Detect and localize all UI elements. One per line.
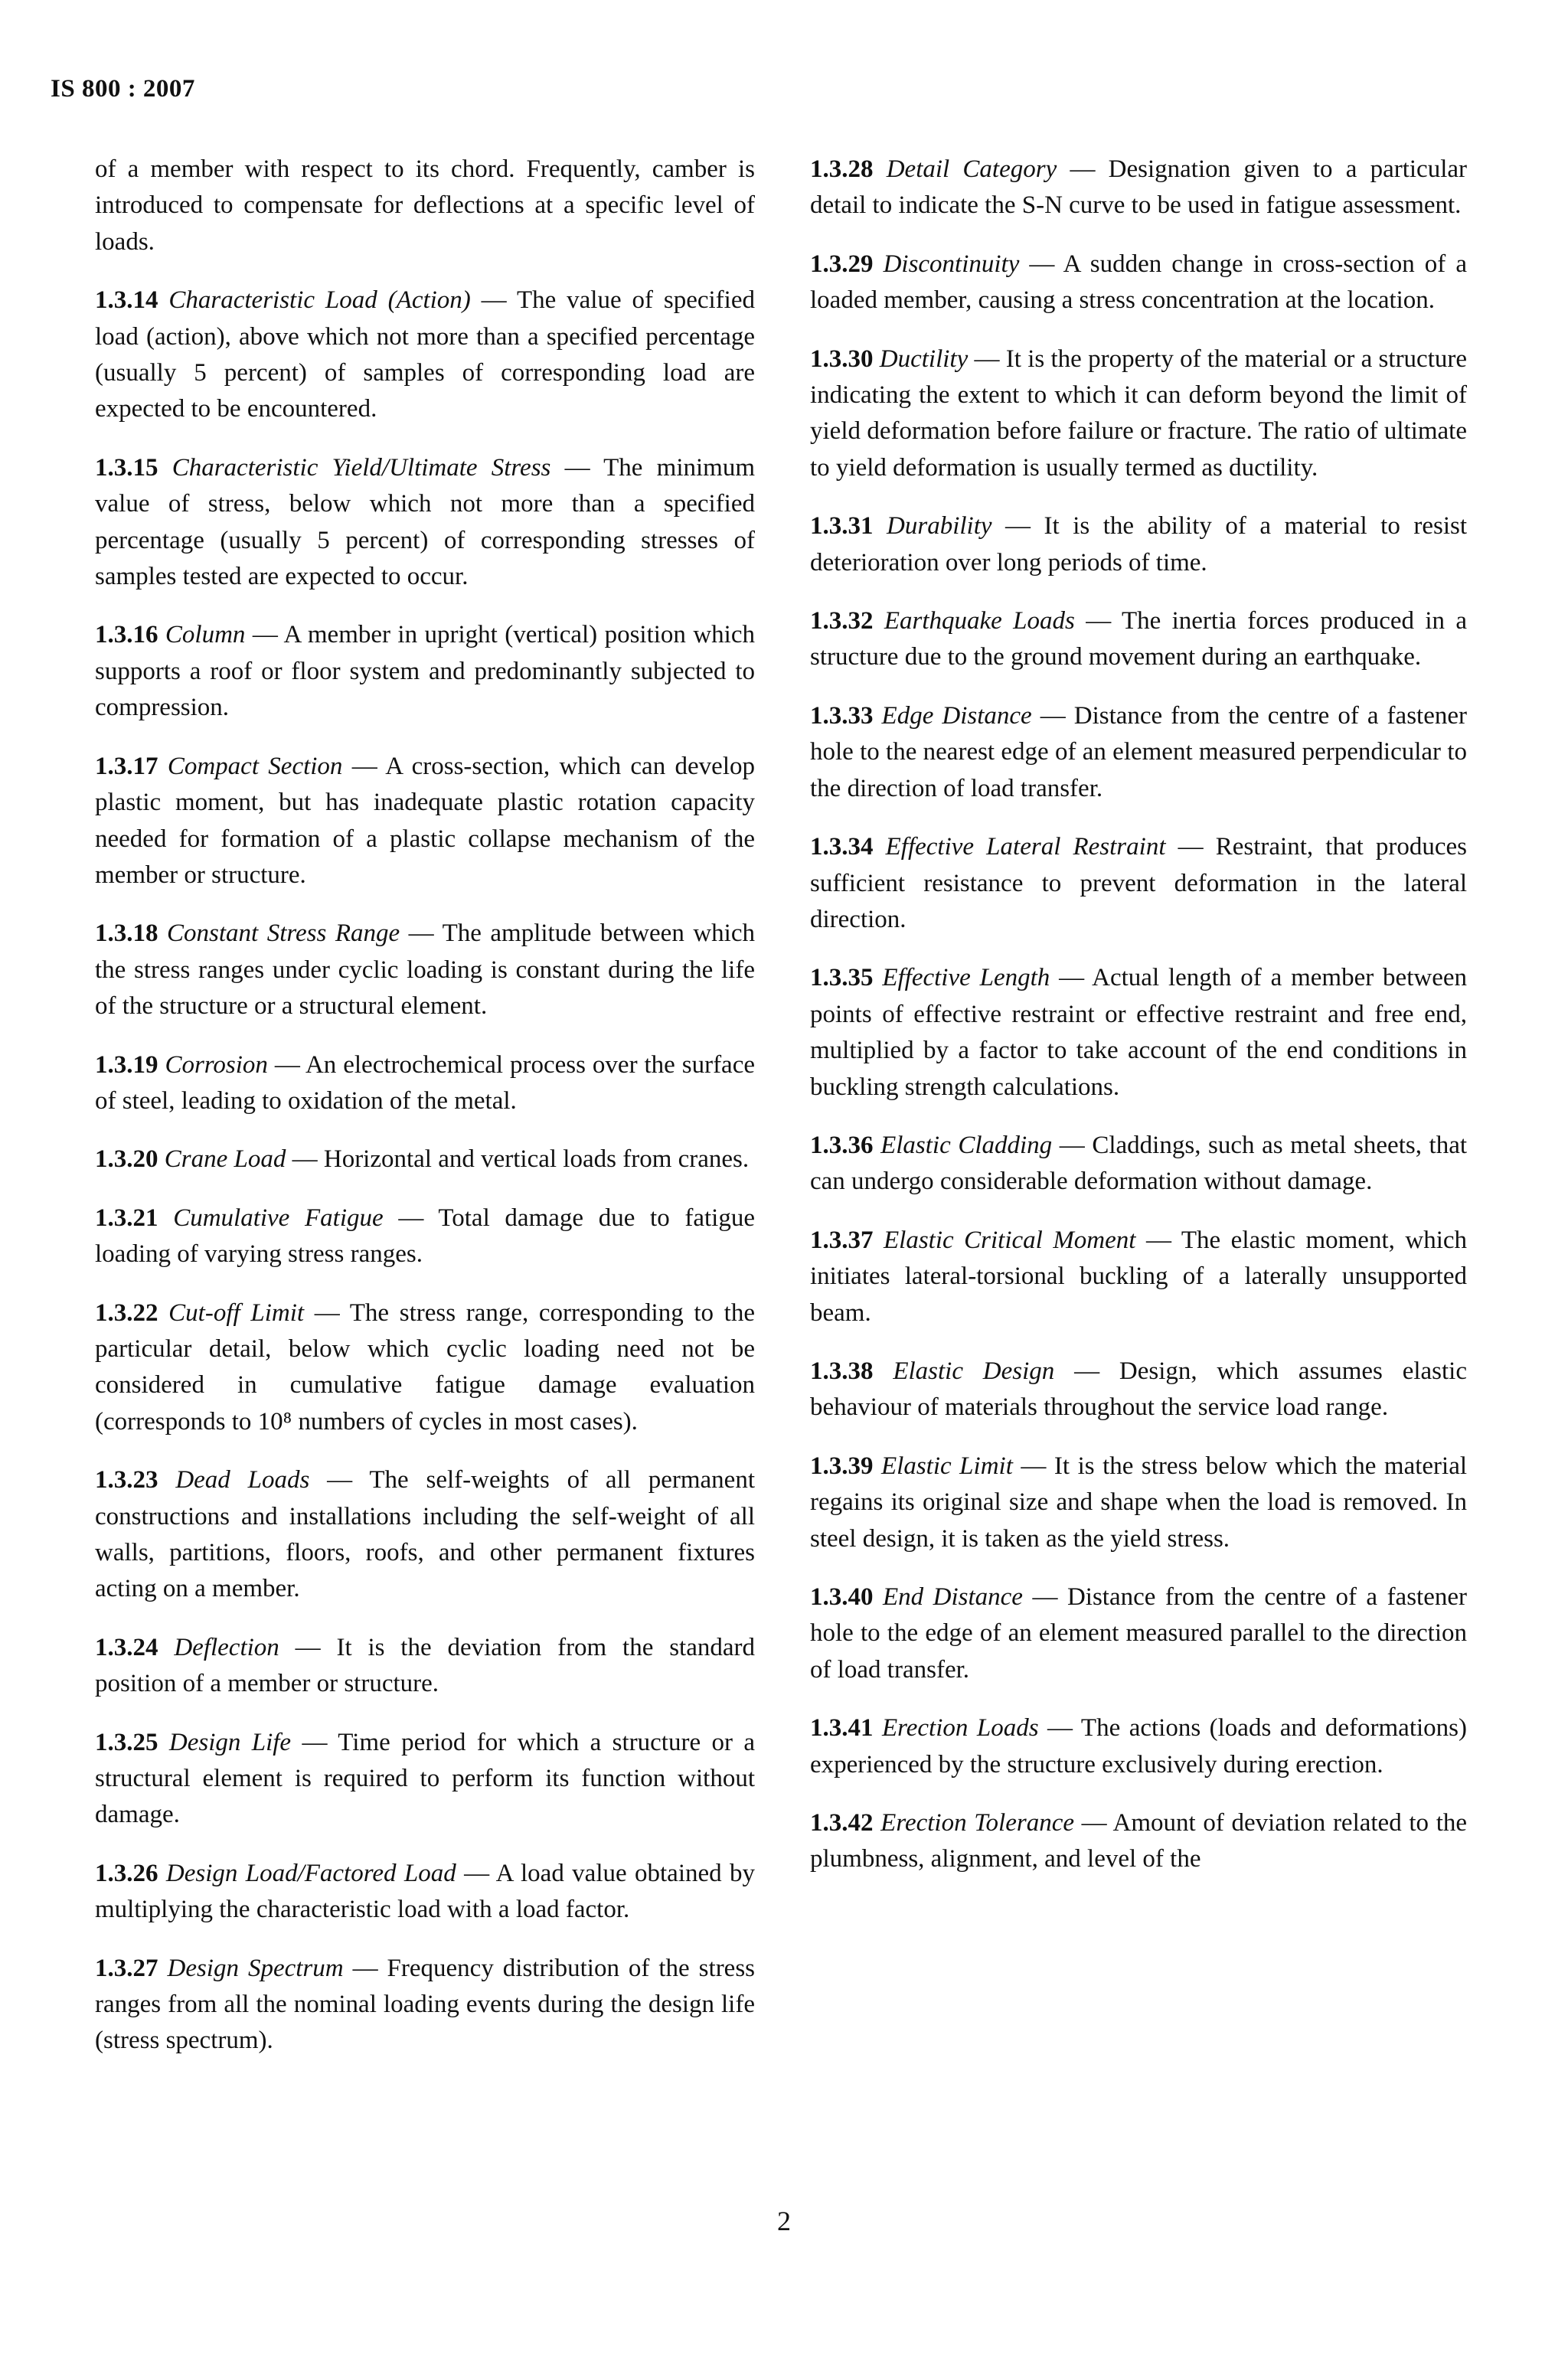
definition-text: of a member with respect to its chord. Frequently, camber is introduced to compensate for deflections at a specific level of loads. (95, 155, 755, 256)
clause-number: 1.3.36 (810, 1131, 874, 1159)
clause-number: 1.3.41 (810, 1714, 874, 1743)
definition-entry (95, 450, 755, 596)
defined-term: Detail Category (886, 155, 1057, 183)
definition-entry (95, 1951, 755, 2059)
definition-text: — Horizontal and vertical loads from cranes. (286, 1145, 750, 1174)
definition-text: — The minimum value of stress, below which not more than a specified percentage (usually 5 percent) of corresponding stresses of samples tested are expected to occur. (95, 453, 755, 591)
defined-term: Constant Stress Range (167, 919, 400, 948)
definition-entry (95, 1047, 755, 1120)
definition-text: — A member in upright (vertical) position which supports a roof or floor system and predominantly subjected to compression. (95, 621, 755, 722)
defined-term: Earthquake Loads (884, 607, 1075, 635)
clause-number: 1.3.18 (95, 919, 158, 948)
definition-entry (810, 1710, 1467, 1783)
definition-entry (810, 1805, 1467, 1878)
left-column (95, 152, 755, 2082)
definition-text: — Design, which assumes elastic behaviour of materials throughout the service load range. (810, 1357, 1467, 1422)
defined-term: Compact Section (167, 752, 343, 780)
definition-text: — Designation given to a particular detail to indicate the S-N curve to be used in fatigue assessment. (810, 155, 1468, 220)
definition-entry (810, 698, 1467, 807)
clause-number: 1.3.19 (95, 1050, 158, 1079)
definition-entry (95, 283, 755, 428)
definition-text: — The amplitude between which the stress ranges under cyclic loading is constant during the life of the structure or a structural element. (95, 919, 755, 1021)
definition-text: — A cross-section, which can develop plastic moment, but has inadequate plastic rotation capacity needed for formation of a plastic collapse mechanism of the member or structure. (95, 752, 755, 889)
defined-term: Corrosion (165, 1050, 268, 1079)
definition-entry (810, 1128, 1467, 1200)
defined-term: Cut-off Limit (168, 1298, 305, 1327)
defined-term: Design Life (168, 1728, 292, 1756)
clause-number: 1.3.38 (810, 1357, 874, 1385)
clause-number: 1.3.20 (95, 1145, 158, 1174)
definition-text: — Distance from the centre of a fastener hole to the edge of an element measured parallel to the direction of load transfer. (810, 1583, 1467, 1684)
definition-text: — A load value obtained by multiplying the characteristic load with a load factor. (95, 1859, 756, 1924)
defined-term: Design Spectrum (167, 1954, 344, 1982)
defined-term: Design Load/Factored Load (165, 1859, 456, 1887)
definition-text: — Frequency distribution of the stress ranges from all the nominal loading events during the design life (stress spectrum). (95, 1954, 756, 2055)
definition-entry (810, 152, 1467, 224)
definition-entry (95, 1630, 755, 1703)
definition-entry (95, 1462, 755, 1608)
definition-text: — A sudden change in cross-section of a loaded member, causing a stress concentration at the location. (810, 250, 1467, 315)
clause-number: 1.3.35 (810, 964, 874, 992)
clause-number: 1.3.16 (95, 621, 158, 649)
clause-number: 1.3.31 (810, 512, 874, 541)
page-number: 2 (777, 2206, 791, 2236)
definition-text: — Distance from the centre of a fastener hole to the nearest edge of an element measured perpendicular to the direction of load transfer. (810, 701, 1467, 802)
definition-entry (810, 603, 1467, 676)
defined-term: Dead Loads (175, 1466, 310, 1494)
definition-entry (95, 617, 755, 726)
defined-term: Elastic Cladding (880, 1131, 1053, 1159)
definition-text: — Amount of deviation related to the plumbness, alignment, and level of the (810, 1809, 1468, 1873)
definition-text: — An electrochemical process over the surface of steel, leading to oxidation of the metal. (95, 1050, 755, 1115)
defined-term: Characteristic Yield/Ultimate Stress (172, 453, 551, 482)
defined-term: Elastic Design (893, 1357, 1055, 1385)
clause-number: 1.3.34 (810, 833, 874, 861)
definition-entry (810, 829, 1467, 938)
defined-term: End Distance (883, 1583, 1023, 1611)
definition-entry (810, 1579, 1467, 1688)
defined-term: Elastic Limit (881, 1452, 1013, 1480)
definition-entry (810, 960, 1467, 1106)
defined-term: Cumulative Fatigue (173, 1204, 384, 1232)
clause-number: 1.3.24 (95, 1633, 158, 1661)
defined-term: Effective Lateral Restraint (885, 833, 1166, 861)
definition-text: — Total damage due to fatigue loading of varying stress ranges. (95, 1204, 755, 1269)
definition-entry (95, 1200, 755, 1273)
clause-number: 1.3.14 (95, 286, 158, 315)
defined-term: Ductility (879, 345, 969, 373)
definition-entry (810, 341, 1467, 487)
definition-entry (95, 152, 755, 260)
definition-text: — Restraint, that produces sufficient resistance to prevent deformation in the lateral direction. (810, 833, 1468, 933)
defined-term: Edge Distance (881, 701, 1032, 730)
definition-entry (810, 1354, 1467, 1426)
definition-entry (95, 1142, 755, 1178)
definition-text: — It is the deviation from the standard position of a member or structure. (95, 1633, 756, 1698)
definition-entry (95, 1295, 755, 1441)
clause-number: 1.3.42 (810, 1809, 874, 1837)
defined-term: Deflection (174, 1633, 279, 1661)
clause-number: 1.3.21 (95, 1204, 158, 1232)
defined-term: Erection Loads (881, 1714, 1039, 1743)
definition-text: — The elastic moment, which initiates lateral-torsional buckling of a laterally unsupported beam. (810, 1226, 1468, 1327)
definition-entry (95, 1856, 755, 1929)
defined-term: Column (165, 621, 246, 649)
clause-number: 1.3.26 (95, 1859, 158, 1887)
definition-text: — The self-weights of all permanent constructions and installations including the self-weight of all walls, partitions, floors, roofs, and other permanent fixtures acting on a member. (95, 1466, 755, 1603)
definition-text: — Actual length of a member between points of effective restraint or effective restraint and free end, multiplied by a factor to take account of the end conditions in buckling strength calculations. (810, 964, 1467, 1101)
definition-text: — It is the property of the material or a structure indicating the extent to which it can deform beyond the limit of yield deformation before failure or fracture. The ratio of ultimate to yield deformation is usually termed as ductility. (810, 345, 1468, 482)
defined-term: Elastic Critical Moment (884, 1226, 1136, 1254)
clause-number: 1.3.25 (95, 1728, 158, 1756)
clause-number: 1.3.32 (810, 607, 874, 635)
definition-entry (95, 749, 755, 894)
definition-text: — The actions (loads and deformations) experienced by the structure exclusively during erection. (810, 1714, 1467, 1778)
definition-text: — It is the stress below which the material regains its original size and shape when the load is removed. In steel design, it is taken as the yield stress. (810, 1452, 1468, 1553)
clause-number: 1.3.40 (810, 1583, 874, 1611)
clause-number: 1.3.15 (95, 453, 158, 482)
definition-text: — Time period for which a structure or a structural element is required to perform its function without damage. (95, 1728, 755, 1829)
document-header: IS 800 : 2007 (51, 75, 195, 103)
clause-number: 1.3.22 (95, 1298, 158, 1327)
definition-entry (810, 1449, 1467, 1557)
clause-number: 1.3.28 (810, 155, 874, 183)
definition-text: — It is the ability of a material to resist deterioration over long periods of time. (810, 512, 1468, 577)
defined-term: Discontinuity (883, 250, 1020, 278)
defined-term: Erection Tolerance (880, 1809, 1075, 1837)
definition-entry (810, 1223, 1467, 1331)
definition-entry (95, 916, 755, 1024)
definition-text: — Claddings, such as metal sheets, that can undergo considerable deformation without damage. (810, 1131, 1468, 1196)
right-column (810, 152, 1467, 1900)
clause-number: 1.3.29 (810, 250, 874, 278)
definition-text: — The value of specified load (action), above which not more than a specified percentage (usually 5 percent) of samples of corresponding load are expected to be encountered. (95, 286, 755, 423)
definition-entry (810, 508, 1467, 581)
definition-text: — The stress range, corresponding to the particular detail, below which cyclic loading need not be considered in cumulative fatigue damage evaluation (corresponds to 10⁸ numbers of cycles in most cases). (95, 1298, 756, 1436)
clause-number: 1.3.17 (95, 752, 158, 780)
defined-term: Characteristic Load (Action) (168, 286, 471, 315)
definition-text: — The inertia forces produced in a structure due to the ground movement during an earthquake. (810, 607, 1468, 671)
clause-number: 1.3.27 (95, 1954, 158, 1982)
clause-number: 1.3.33 (810, 701, 874, 730)
defined-term: Crane Load (164, 1145, 286, 1174)
defined-term: Effective Length (882, 964, 1050, 992)
clause-number: 1.3.39 (810, 1452, 874, 1480)
definition-entry (810, 247, 1467, 319)
clause-number: 1.3.37 (810, 1226, 874, 1254)
definition-entry (95, 1725, 755, 1834)
clause-number: 1.3.30 (810, 345, 874, 373)
clause-number: 1.3.23 (95, 1466, 158, 1494)
defined-term: Durability (887, 512, 992, 541)
